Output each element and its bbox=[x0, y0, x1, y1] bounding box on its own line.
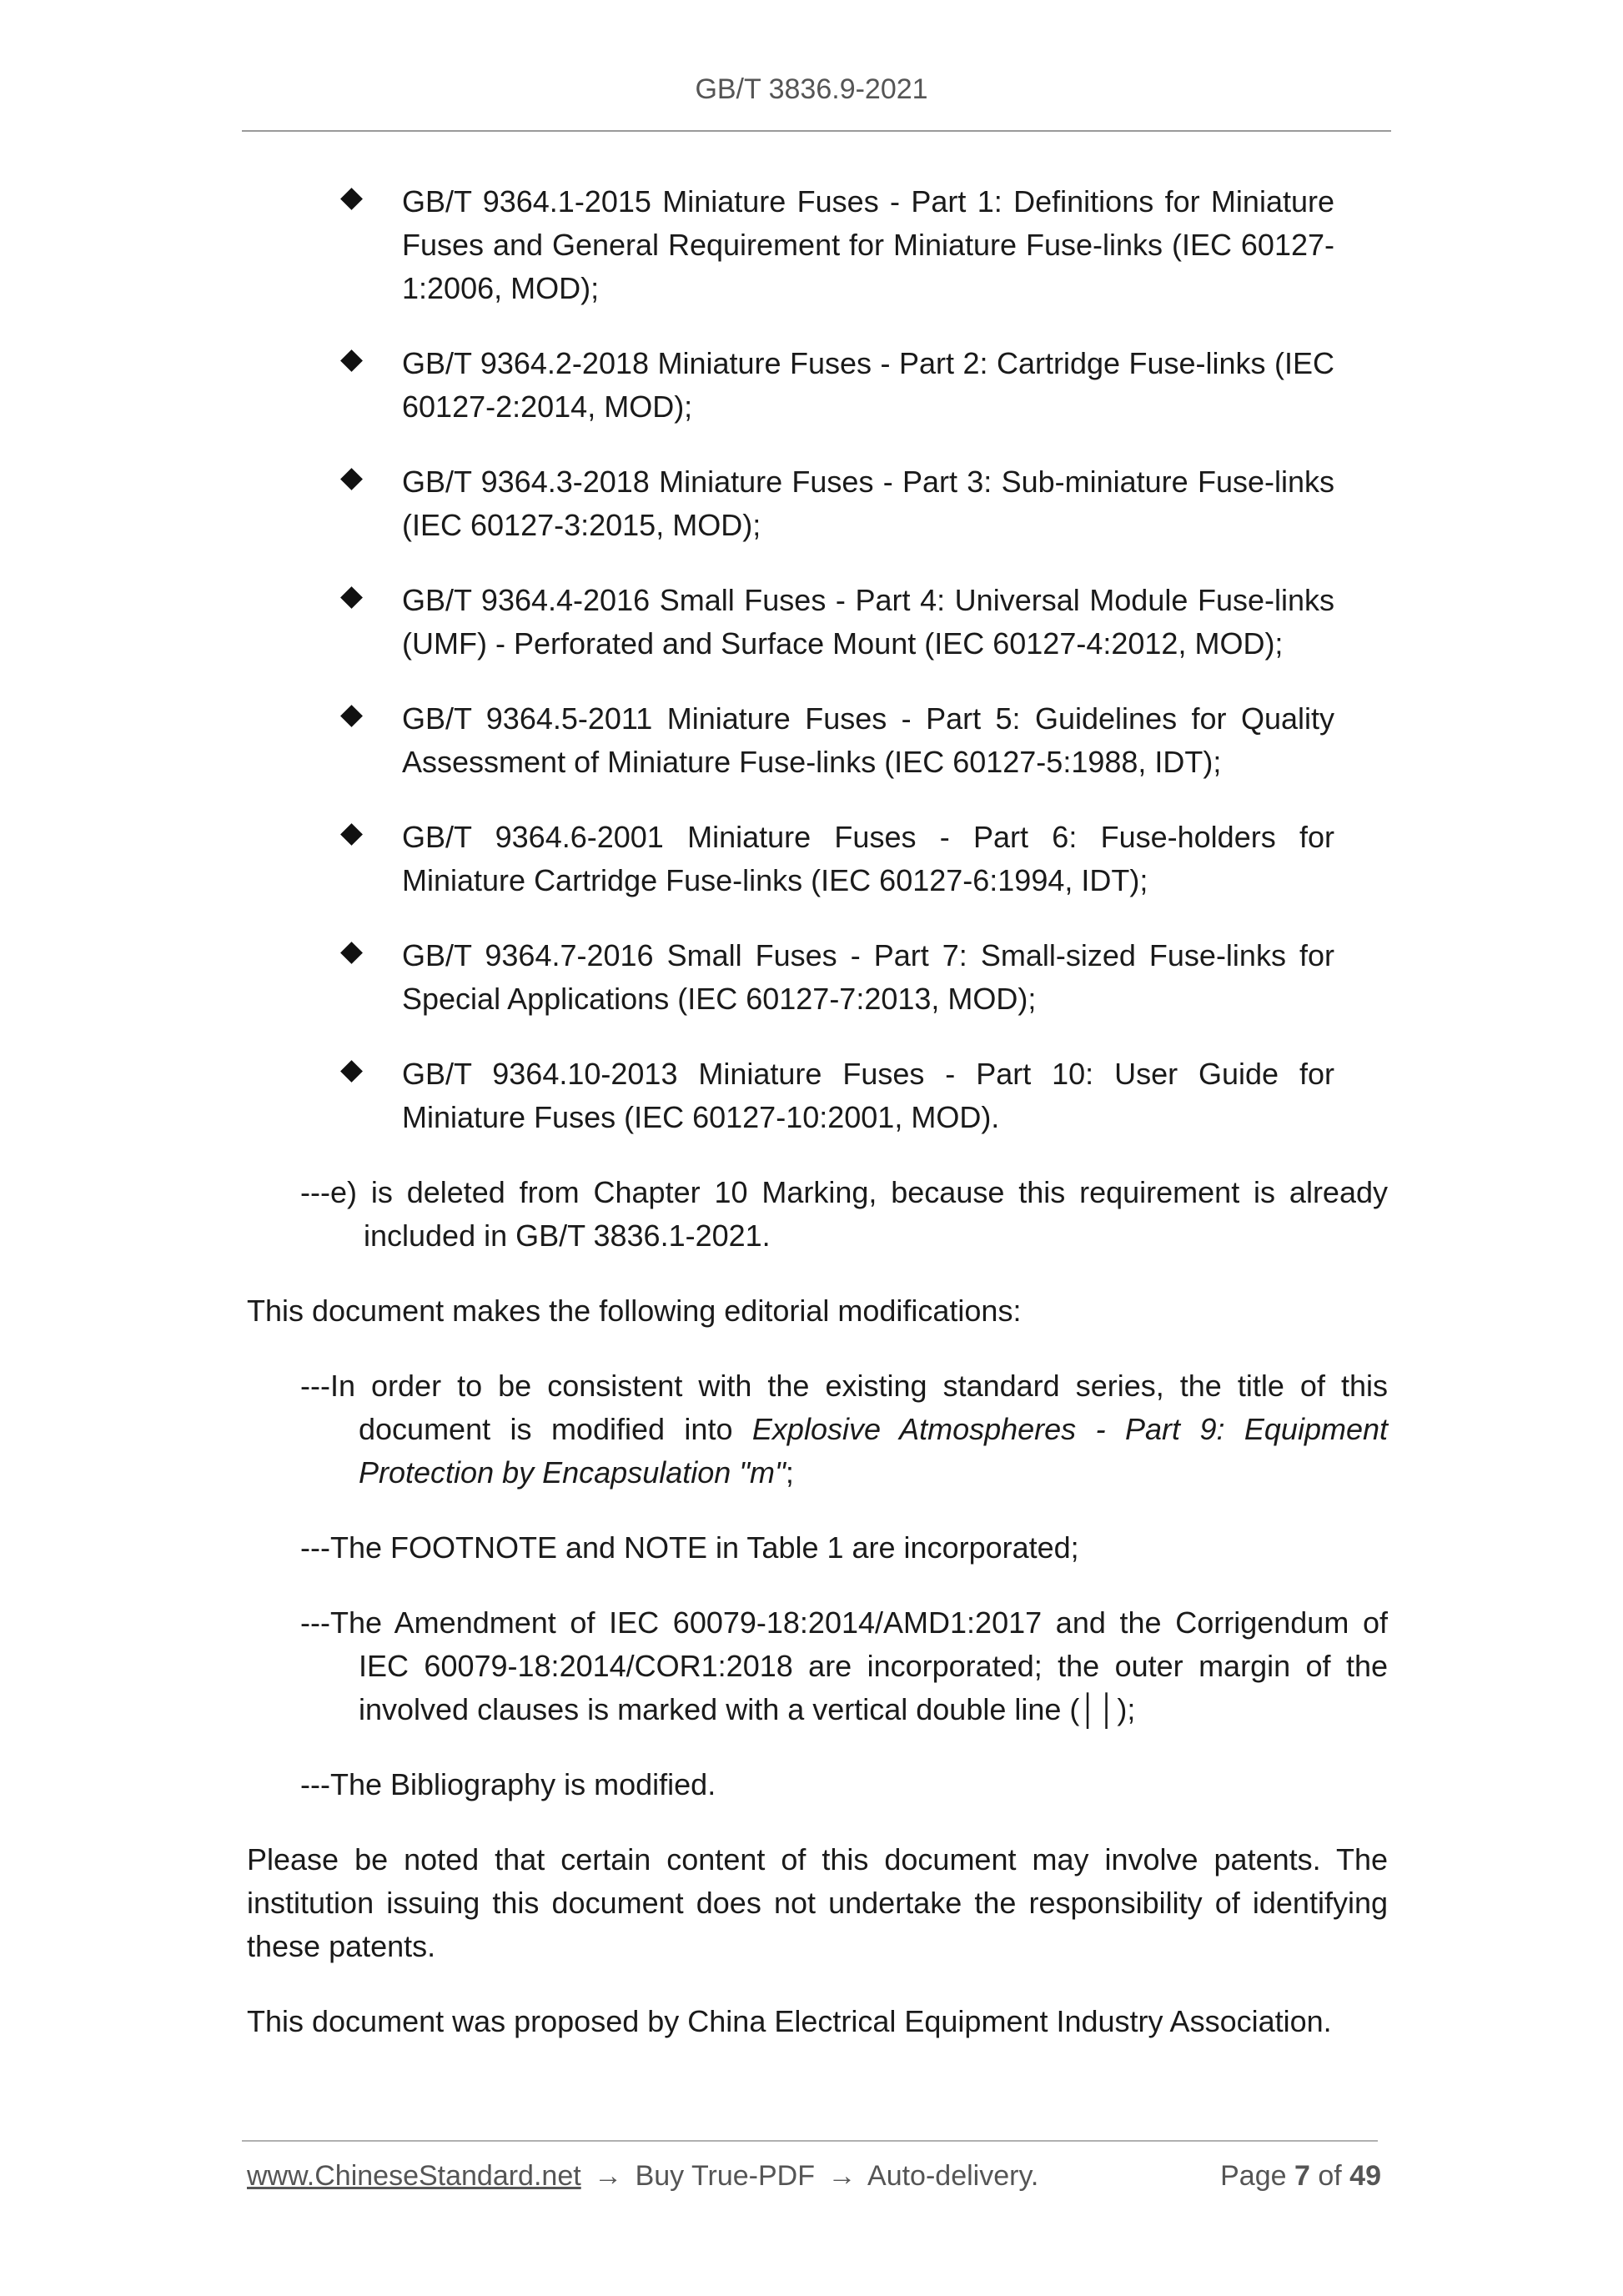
editorial-item-bibliography: ---The Bibliography is modified. bbox=[300, 1767, 716, 1801]
page-number bbox=[1220, 2160, 1381, 2193]
list-item bbox=[402, 934, 1334, 1021]
diamond-bullet-icon bbox=[340, 349, 363, 372]
list-item bbox=[402, 816, 1334, 902]
footer-divider bbox=[242, 2140, 1378, 2142]
patent-note: Please be noted that certain content of this document may involve patents. The institution issuing this document does not undertake the responsibility of identifying these patents. bbox=[247, 1842, 1388, 1963]
list-item-text: GB/T 9364.7-2016 Small Fuses - Part 7: Small-sized Fuse-links for Special Applications (IEC 60127-7:2013, MOD); bbox=[402, 938, 1334, 1016]
list-item bbox=[402, 460, 1334, 547]
editorial-intro: This document makes the following editorial modifications: bbox=[247, 1294, 1022, 1328]
editorial-title-prefix: ---In order to be consistent with the existing standard series, the title of this document is modified into bbox=[300, 1369, 1388, 1446]
editorial-item-amendment: ---The Amendment of IEC 60079-18:2014/AMD1:2017 and the Corrigendum of IEC 60079-18:2014/COR1:2018 are incorporated; the outer margin of the involved clauses is marked with a vertical double line (││); bbox=[300, 1605, 1388, 1726]
diamond-bullet-icon bbox=[340, 586, 363, 609]
editorial-item-footnote: ---The FOOTNOTE and NOTE in Table 1 are incorporated; bbox=[300, 1530, 1079, 1565]
modification-item-e: ---e) is deleted from Chapter 10 Marking, because this requirement is already included in GB/T 3836.1-2021. bbox=[300, 1175, 1388, 1253]
page-total: 49 bbox=[1349, 2160, 1381, 2192]
diamond-bullet-icon bbox=[340, 468, 363, 490]
list-item-text: GB/T 9364.3-2018 Miniature Fuses - Part 3: Sub-miniature Fuse-links (IEC 60127-3:2015, MOD); bbox=[402, 465, 1334, 542]
arrow-right-icon: → bbox=[594, 2160, 623, 2192]
list-item-text: GB/T 9364.10-2013 Miniature Fuses - Part 10: User Guide for Miniature Fuses (IEC 60127-10:2001, MOD). bbox=[402, 1057, 1334, 1134]
proposed-by: This document was proposed by China Electrical Equipment Industry Association. bbox=[247, 2004, 1332, 2038]
diamond-bullet-icon bbox=[340, 188, 363, 210]
diamond-bullet-icon bbox=[340, 823, 363, 846]
list-item bbox=[402, 180, 1334, 310]
diamond-bullet-icon bbox=[340, 1060, 363, 1083]
list-item-text: GB/T 9364.4-2016 Small Fuses - Part 4: Universal Module Fuse-links (UMF) - Perforated and Surface Mount (IEC 60127-4:2012, MOD); bbox=[402, 583, 1334, 661]
page-content bbox=[247, 180, 1388, 2075]
auto-delivery-text: Auto-delivery. bbox=[867, 2160, 1039, 2192]
list-item-text: GB/T 9364.2-2018 Miniature Fuses - Part 2: Cartridge Fuse-links (IEC 60127-2:2014, MOD); bbox=[402, 346, 1334, 424]
list-item bbox=[402, 697, 1334, 784]
list-item-text: GB/T 9364.1-2015 Miniature Fuses - Part 1: Definitions for Miniature Fuses and General Requirement for Miniature Fuse-links (IEC 60127-1:2006, MOD); bbox=[402, 184, 1334, 305]
page-label: Page bbox=[1220, 2160, 1287, 2192]
editorial-item-title bbox=[247, 1364, 1388, 1495]
buy-true-pdf-text: Buy True-PDF bbox=[635, 2160, 815, 2192]
editorial-title-suffix: ; bbox=[785, 1455, 794, 1490]
header-doc-code: GB/T 3836.9-2021 bbox=[695, 73, 928, 105]
page-of: of bbox=[1318, 2160, 1342, 2192]
arrow-right-icon: → bbox=[827, 2160, 857, 2192]
list-item bbox=[402, 579, 1334, 666]
page-current: 7 bbox=[1294, 2160, 1310, 2192]
header-divider bbox=[242, 130, 1391, 132]
diamond-bullet-icon bbox=[340, 705, 363, 727]
chinesestandard-link[interactable]: www.ChineseStandard.net bbox=[247, 2160, 581, 2192]
list-item-text: GB/T 9364.5-2011 Miniature Fuses - Part 5: Guidelines for Quality Assessment of Miniature Fuse-links (IEC 60127-5:1988, IDT); bbox=[402, 701, 1334, 779]
list-item bbox=[402, 342, 1334, 429]
list-item-text: GB/T 9364.6-2001 Miniature Fuses - Part 6: Fuse-holders for Miniature Cartridge Fuse-links (IEC 60127-6:1994, IDT); bbox=[402, 820, 1334, 897]
diamond-bullet-icon bbox=[340, 942, 363, 964]
new-title-italic: Explosive Atmospheres - Part 9: Equipment Protection by Encapsulation "m" bbox=[359, 1412, 1388, 1490]
footer-left bbox=[247, 2160, 1038, 2193]
list-item bbox=[402, 1053, 1334, 1139]
footer bbox=[247, 2160, 1381, 2202]
